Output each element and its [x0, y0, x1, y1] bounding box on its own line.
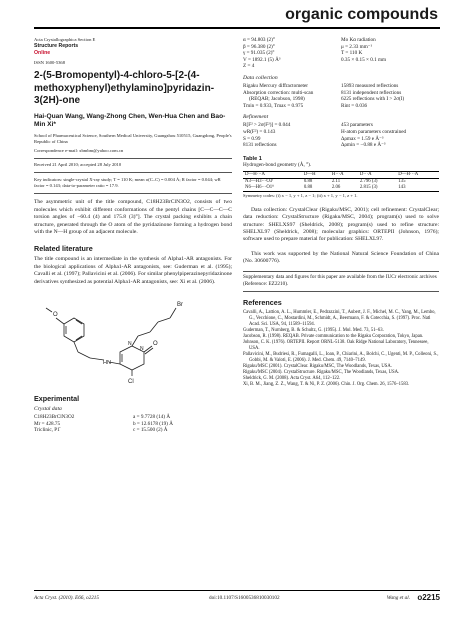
cell-parameters	[243, 37, 439, 70]
reference-item: Pallavicini, M., Budriesi, R., Fumagalli, L., Ioan, P., Chiarini, A., Bolchi, C., Ugenti, M. P., Colleoni, S., Gobbi, M. & Valoti, E. (2006). J. Med. Chem. 49, 7140–7149.	[243, 351, 439, 363]
top-rule	[34, 27, 440, 29]
radiation: Mo Kα radiation	[341, 37, 376, 43]
cell-gamma: γ = 91.035 (2)°	[243, 50, 275, 57]
divider	[34, 158, 232, 159]
cell-beta: β = 96.380 (2)°	[243, 43, 275, 50]
absorption-mu: μ = 2.33 mm⁻¹	[341, 43, 373, 50]
table-cell: N6—H6···O1ⁱⁱ	[243, 185, 302, 192]
refinement-item: wR(F²) = 0.143	[243, 128, 276, 135]
refinement-item: 8131 reflections	[243, 142, 277, 149]
crystal-data	[34, 414, 232, 434]
table-cell: 2.06	[330, 185, 358, 192]
table-cell: 135	[398, 178, 406, 184]
data-collection-heading: Data collection	[243, 74, 278, 81]
atom-label: N	[128, 340, 132, 347]
table-header: D···A	[358, 171, 396, 178]
cell-volume: V = 1892.1 (5) Å³	[243, 56, 281, 63]
key-indicators: Key indicators: single-crystal X-ray study; T = 110 K; mean σ(C–C) = 0.004 Å; R factor = 0.044; wR factor = 0.143; data-to-parameter ratio = 17.9.	[34, 176, 221, 188]
molecule-diagram	[34, 292, 232, 392]
refinement-heading: Refinement	[243, 114, 269, 121]
table-note: Symmetry codes: (i) x − 1, y + 1, z − 1; (ii) x + 1, y − 1, z + 1.	[243, 192, 358, 198]
table-cell: 0.88	[302, 185, 330, 192]
collection-item: Rigaku Mercury diffractometer	[243, 82, 309, 89]
table-cell: 2.796 (3)	[359, 178, 378, 184]
abstract: The asymmetric unit of the title compound, C18H23BrClN3O2, consists of two molecules which exhibit different conformations of the pentyl chains [C—C—C—C torsion angles of −60.4 (4) and 175.8 (3)°]. The crystal packing exhibits a chain structure, generated through the O atom of the pyridazinone forming a hydrogen bond with the N—H group of an adjacent molecule.	[34, 199, 232, 235]
refinement-item: 453 parameters	[341, 122, 373, 129]
crystal-system: Triclinic, P1̄	[34, 427, 60, 434]
refinement-item: Δρmin = −0.88 e Å⁻³	[341, 142, 386, 149]
collection-item: Rint = 0.036	[341, 102, 368, 109]
cell-b: b = 12.6178 (19) Å	[133, 420, 173, 427]
reference-item: Sheldrick, G. M. (2008). Acta Cryst. A64, 112–122.	[243, 375, 341, 381]
footer-doi: doi:10.1107/S1600536810030102	[209, 595, 280, 601]
collection-item: 8131 independent reflections	[341, 89, 402, 96]
supplementary-note: Supplementary data and figures for this paper are available from the IUCr electronic archives (Reference: EZ2210).	[243, 274, 437, 288]
table-cell: 2.815 (3)	[358, 185, 396, 192]
divider	[243, 291, 439, 292]
reference-item: Jacobson, R. (1998). REQAB. Private communication to the Rigaku Corporation, Tokyo, Japan.	[243, 333, 424, 339]
journal-online: Online	[34, 50, 51, 56]
atom-label: Br	[177, 301, 183, 308]
collection-item: Tmin = 0.933, Tmax = 0.975	[243, 102, 304, 109]
table-caption: Hydrogen-bond geometry (Å, °).	[243, 161, 312, 168]
reference-item: Rigaku/MSC (2004). CrystalStructure. Rigaku/MSC, The Woodlands, Texas, USA.	[243, 369, 400, 375]
cell-a: a = 9.7728 (14) Å	[133, 413, 171, 420]
temperature: T = 110 K	[341, 50, 363, 57]
reference-item: Guderman, T., Nurnberg, B. & Schultz, G. (1995). J. Mol. Med. 73, 51–63.	[243, 327, 384, 333]
atom-label: Cl	[128, 378, 134, 385]
data-collection	[243, 83, 439, 109]
table-header: D—H	[302, 171, 330, 178]
data-collection-text: Data collection: CrystalClear (Rigaku/MSC, 2001); cell refinement: CrystalClear; data reduction: CrystalStructure (Rigaku/MSC, 2004); program(s) used to solve structure: SHELXS97 (Sheldrick, 2008); program(s) used to refine structure: SHELXL97 (Sheldrick, 2008); molecular graphics: ORTEPII (Johnson, 1976); software used to prepare material for publication: SHELXL97.	[243, 206, 439, 243]
crystal-mr: Mr = 428.75	[34, 420, 61, 427]
table-header: D—H···A	[396, 171, 439, 178]
footer-citation: Acta Cryst. (2010). E66, o2215	[34, 595, 99, 601]
related-literature-text: The title compound is an intermediate in the synthesis of Alpha1-AR antagonists. For the biological applications of Alpha1-AR antagonists, see: Guderman et al. (1995); Cavalli et al. (1997); Pallavicini et al. (2006). For similar phenylpiperazinepyridazinone derivatives synthesized as potential Alpha1-AR antagonists, see: Xi et al. (2006).	[34, 256, 232, 285]
page-number: o2215	[417, 593, 440, 602]
crystal-size: 0.35 × 0.15 × 0.1 mm	[341, 56, 387, 63]
crystal-data-heading: Crystal data	[34, 405, 62, 412]
experimental-heading: Experimental	[34, 393, 80, 403]
divider	[34, 172, 232, 173]
refinement-item: H-atom parameters constrained	[341, 128, 407, 135]
table-cell: 2.11	[331, 178, 341, 184]
table-cell: 143	[396, 185, 439, 192]
section-title: organic compounds	[285, 6, 438, 23]
table-header: H···A	[330, 171, 358, 178]
footer-authors: Wang et al.	[386, 595, 410, 601]
paper-authors: Hai-Quan Wang, Wang-Zhong Chen, Wen-Hua Chen and Bao-Min Xi*	[34, 112, 226, 128]
crystal-formula: C18H23BrClN3O2	[34, 413, 75, 420]
atom-label: O	[53, 311, 58, 318]
table-header-row	[243, 171, 439, 178]
issn: ISSN 1600-5368	[34, 60, 66, 65]
cell-c: c = 15.500 (2) Å	[133, 427, 168, 434]
table-cell: N3—H3···O3ⁱ	[245, 178, 274, 184]
related-literature-heading: Related literature	[34, 244, 93, 254]
refinement-item: R[F² > 2σ(F²)] = 0.044	[243, 122, 291, 129]
reference-item: Rigaku/MSC (2001). CrystalClear. Rigaku/MSC, The Woodlands, Texas, USA.	[243, 363, 392, 369]
atom-label: O	[153, 340, 158, 347]
left-column	[34, 37, 232, 434]
paper-title: 2-(5-Bromopentyl)-4-chloro-5-[2-(4-methoxyphenyl)ethylamino]pyridazin-3(2H)-one	[34, 70, 215, 106]
collection-item: 15893 measured reflections	[341, 82, 399, 89]
affiliation: School of Pharmaceutical Science, Southern Medical University, Guangzhou 510515, Guangdong, People's Republic of China	[34, 132, 232, 144]
divider	[34, 193, 232, 194]
refinement	[243, 122, 439, 148]
reference-list	[243, 310, 439, 388]
table-cell: 0.88	[303, 178, 313, 184]
table-row	[243, 185, 439, 192]
molecule-structure	[34, 292, 232, 392]
right-column	[243, 37, 439, 388]
table-header: D—H···A	[243, 171, 302, 178]
journal-name: Acta Crystallographica Section E	[34, 37, 96, 42]
atom-label: HN	[103, 359, 111, 366]
correspondence-email: Correspondence e-mail: xbmbm@yahoo.com.cn	[34, 147, 124, 153]
page-footer	[34, 595, 440, 605]
received-date: Received 21 April 2010; accepted 28 July 2010	[34, 162, 122, 168]
reference-item: Xi, B. M., Jiang, Z. Z., Wang, T. & Ni, P. Z. (2006). Chin. J. Org. Chem. 26, 1576–1583.	[243, 381, 410, 387]
acknowledgement: This work was supported by the National Natural Science Foundation of China (No. 30600776).	[243, 250, 439, 265]
reference-item: Cavalli, A., Lattion, A. L., Hummler, E., Pedrazzini, T., Aubert, J. F., Michel, M. C., Yang, M., Lembo, G., Vecchione, C., Mostardini, M., Schmidt, A., Beermann, F. & Cotecchia, S. (1997). Proc. Natl Acad. Sci. USA, 94, 11589–11594.	[243, 309, 436, 327]
collection-item: (REQAB; Jacobson, 1998)	[249, 96, 305, 103]
reference-item: Johnson, C. K. (1976). ORTEPII. Report ORNL-5138. Oak Ridge National Laboratory, Tennessee, USA.	[243, 339, 429, 351]
atom-label: N	[140, 345, 144, 352]
collection-item: 6225 reflections with I > 2σ(I)	[341, 96, 405, 103]
hydrogen-bond-table	[243, 171, 439, 192]
refinement-item: S = 0.99	[243, 135, 261, 142]
references-heading: References	[243, 297, 282, 307]
journal-subtitle: Structure Reports	[34, 43, 79, 49]
table-title: Table 1	[243, 155, 262, 162]
refinement-item: Δρmax = 1.59 e Å⁻³	[341, 135, 384, 142]
footer-rule	[34, 590, 440, 591]
collection-item: Absorption correction: multi-scan	[243, 89, 314, 96]
divider	[243, 271, 439, 272]
cell-alpha: α = 94.803 (2)°	[243, 37, 275, 43]
cell-z: Z = 4	[243, 63, 255, 70]
